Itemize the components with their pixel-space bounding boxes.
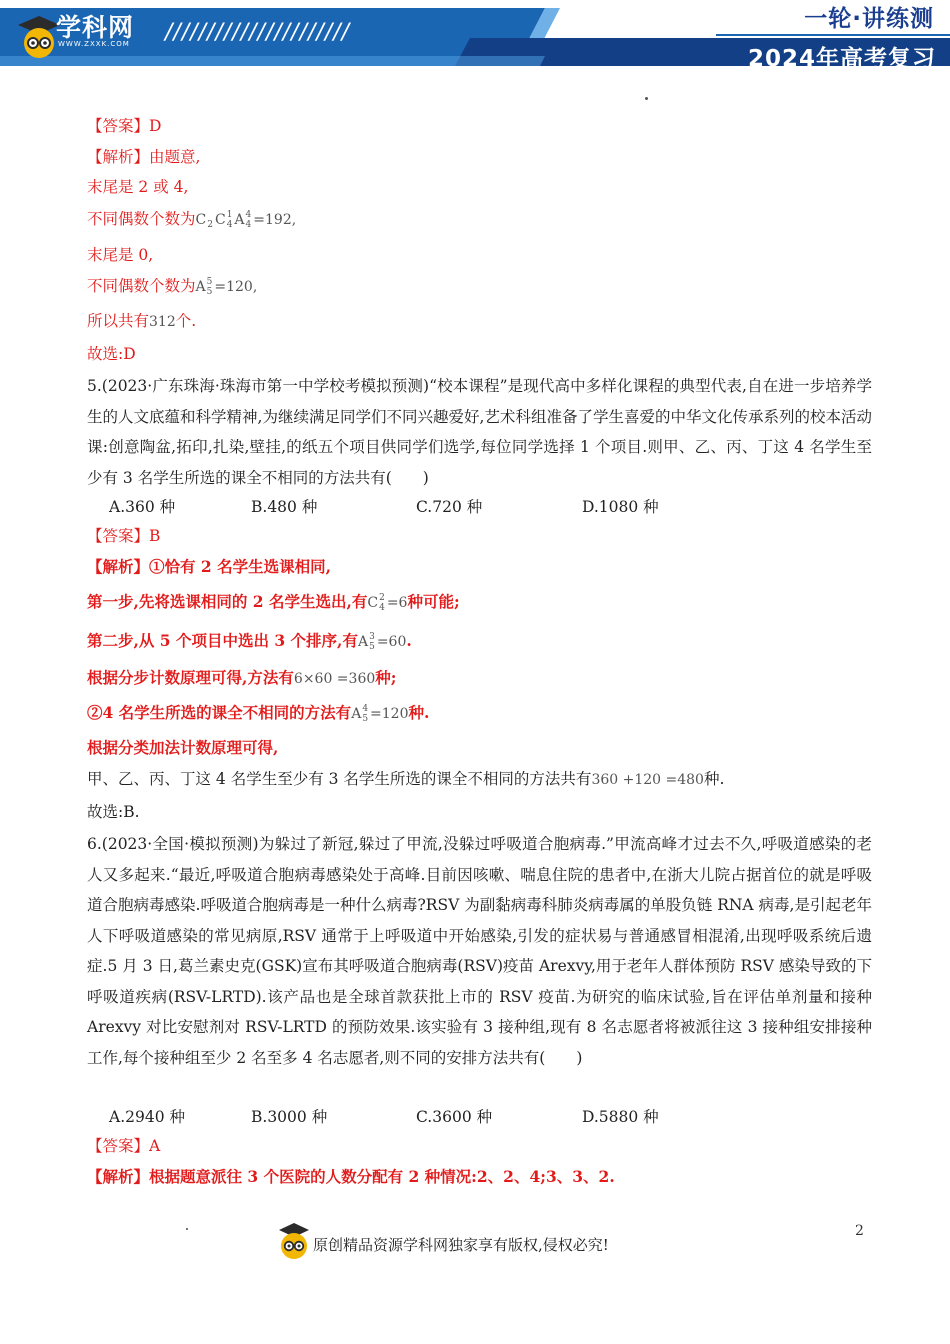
q5-formula-1: C 2 4: [367, 593, 385, 613]
page-number: 2: [855, 1223, 864, 1239]
q4-line-4: 不同偶数个数为A 5 5 =120,: [87, 277, 258, 297]
q4-analysis-intro: 【解析】由题意,: [87, 148, 201, 166]
brand-url: WWW.ZXXK.COM: [58, 40, 130, 48]
copyright-notice: 原创精品资源学科网独家享有版权,侵权必究!: [313, 1236, 609, 1254]
q5-option-a: A.360 种: [109, 498, 176, 516]
q5-answer: 【答案】B: [87, 527, 161, 545]
q6-option-a: A.2940 种: [109, 1108, 185, 1126]
q6-option-b: B.3000 种: [251, 1108, 328, 1126]
q6-stem: 6.(2023·全国·模拟预测)为躲过了新冠,躲过了甲流,没躲过呼吸道合胞病毒.”甲流高峰才过去不久,呼吸道感染的老人又多起来.“最近,呼吸道合胞病毒感染处于高峰.目前因咳嗽、喘息住院的患者中,在浙大儿院占据首位的就是呼吸道合胞病毒感染.呼吸道合胞病毒是一种什么病毒?RSV 为副黏病毒科肺炎病毒属的单股负链 RNA 病毒,是引起老年人下呼吸道感染的常见病原,RSV 通常于上呼吸道中开始感染,引发的症状易与普通感冒相混淆,出现呼吸系统后遗症.5 月 3 日,葛兰素史克(GSK)宣布其呼吸道合胞病毒(RSV)疫苗 Arexvy,用于老年人群体预防 RSV 感染导致的下呼吸道疾病(RSV-LRTD).该产品也是全球首款获批上市的 RSV 疫苗.为研究的临床试验,旨在评估单剂量和接种 Arexvy 对比安慰剂对 RSV-LRTD 的预防效果.该实验有 3 接种组,现有 8 名志愿者将被派往这 3 接种组安排接种工作,每个接种组至少 2 名至多 4 名志愿者,则不同的安排方法共有( ): [87, 835, 872, 1067]
q5-formula-2: A 3 5: [357, 632, 375, 652]
q5-option-c: C.720 种: [416, 498, 483, 516]
q5-line-6: 甲、乙、丙、丁这 4 名学生至少有 3 名学生所选的课全不相同的方法共有360 +120 =480种.: [87, 770, 725, 788]
q4-conclusion: 故选:D: [87, 345, 136, 363]
q5-line-5: 根据分类加法计数原理可得,: [87, 738, 279, 757]
q6-option-c: C.3600 种: [416, 1108, 493, 1126]
q5-stem: 5.(2023·广东珠海·珠海市第一中学校考模拟预测)“校本课程”是现代高中多样化课程的典型代表,自在进一步培养学生的人文底蕴和科学精神,为继续满足同学们不同兴趣爱好,艺术科组准备了学生喜爱的中华文化传承系列的校本活动课:创意陶盆,拓印,扎染,壁挂,的纸五个项目供同学们选学,每位同学选择 1 个项目.则甲、乙、丙、丁这 4 名学生至少有 3 名学生所选的课全不相同的方法共有( ): [87, 377, 872, 487]
header-decoration: //////////////////////: [165, 20, 351, 45]
q5-options: [109, 495, 659, 517]
q4-answer: 【答案】D: [87, 117, 162, 135]
year-title: 2024年高考复习: [747, 46, 936, 72]
q6-option-d: D.5880 种: [582, 1108, 659, 1126]
page-header: [0, 0, 950, 78]
q5-analysis-intro: 【解析】①恰有 2 名学生选课相同,: [87, 557, 331, 576]
header-dot: [645, 97, 648, 100]
q5-line-3: 根据分步计数原理可得,方法有6×60 =360种;: [87, 668, 397, 687]
q6-options: [109, 1105, 659, 1127]
q5-conclusion: 故选:B.: [87, 803, 140, 821]
q5-option-b: B.480 种: [251, 498, 318, 516]
q6-answer: 【答案】A: [87, 1137, 161, 1155]
footer-logo-icon: [277, 1221, 311, 1261]
q5-formula-3: A 4 5: [351, 704, 369, 724]
q5-line-1: 第一步,先将选课相同的 2 名学生选出,有C 2 4 =6种可能;: [87, 592, 460, 613]
footer-dot: [186, 1228, 188, 1230]
q6-analysis: 【解析】根据题意派往 3 个医院的人数分配有 2 种情况:2、2、4;3、3、2.: [87, 1167, 615, 1186]
q5-option-d: D.1080 种: [582, 498, 659, 516]
q4-formula-2: A 5 5: [195, 277, 213, 297]
q4-line-2: 不同偶数个数为C 2 C 1 4 A 4 4 =192,: [87, 210, 297, 230]
q4-line-5: 所以共有312个.: [87, 312, 197, 330]
q5-line-2: 第二步,从 5 个项目中选出 3 个排序,有A 3 5 =60.: [87, 631, 412, 652]
q4-line-1: 末尾是 2 或 4,: [87, 178, 189, 196]
q4-formula-1: C 2 C 1 4 A 4 4: [195, 210, 252, 230]
series-title: 一轮·讲练测: [804, 6, 934, 32]
q4-line-3: 末尾是 0,: [87, 246, 154, 264]
brand-name: 学科网: [56, 13, 135, 42]
q5-line-4: ②4 名学生所选的课全不相同的方法有A 4 5 =120种.: [87, 703, 430, 724]
